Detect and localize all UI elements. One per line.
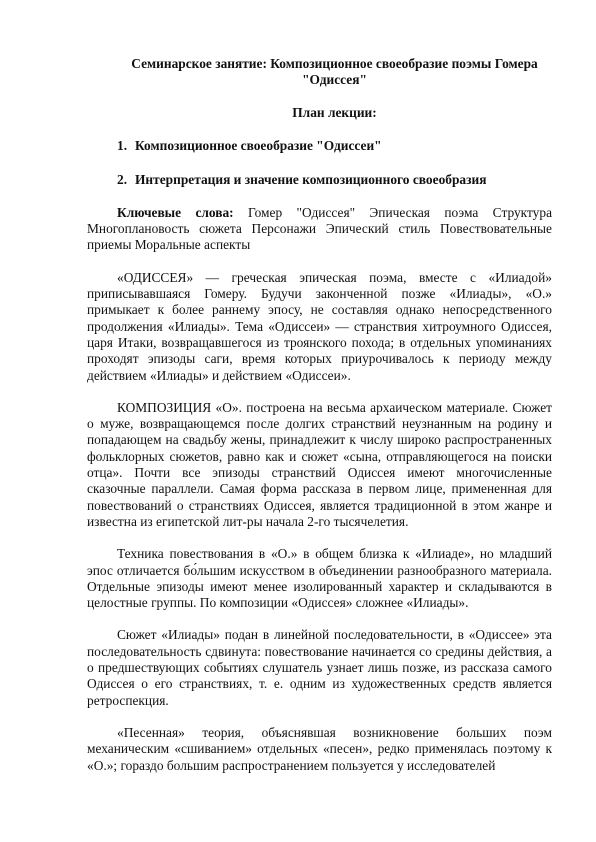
body-paragraph: КОМПОЗИЦИЯ «О». построена на весьма архаическом материале. Сюжет о муже, возвращающемся после долгих странствий неузнанным на родину и попадающем на свадьбу жены, принадлежит к числу широко распространенных фольклорных сюжетов, равно как и сюжет «сына, отправляющегося на поиски отца». Почти все эпизоды странствий Одиссея имеют многочисленные сказочные параллели. Самая форма рассказа в первом лице, примененная для повествований о странствиях Одиссея, является традиционной в этом жанре и известна из египетской лит-ры начала 2-го тысячелетия.: [87, 399, 552, 529]
plan-item-number: 1.: [117, 138, 128, 154]
keywords-text: Гомер "Одиссея" Эпическая поэма Структура Многоплановость сюжета Персонажи Эпический стиль Повествовательные приемы Моральные аспекты: [87, 204, 553, 253]
document-page: [87, 56, 552, 790]
body-paragraph: «Песенная» теория, объяснявшая возникновение больших поэм механическим «сшиванием» отдельных «песен», редко применялась поэтому к «О.»; гораздо большим распространением пользуется у исследователей: [87, 724, 552, 773]
plan-item-text: Композиционное своеобразие "Одиссеи": [135, 138, 382, 154]
plan-item-number: 2.: [117, 171, 128, 187]
body-paragraph: Сюжет «Илиады» подан в линейной последовательности, в «Одиссее» эта последовательность сдвинута: повествование начинается со средины действия, а о предшествующих событиях слушатель узнает лишь позже, из рассказа самого Одиссея о его странствиях, т. е. одним из художественных средств является ретроспекция.: [87, 627, 552, 708]
keywords-label: Ключевые слова:: [117, 204, 234, 220]
body-paragraph: «ОДИССЕЯ» — греческая эпическая поэма, вместе с «Илиадой» приписывавшаяся Гомеру. Будучи законченной позже «Илиады», «О.» примыкает к более раннему эпосу, не составляя однако непосредственного продолжения «Илиады». Тема «Одиссеи» — странствия хитроумного Одиссея, царя Итаки, возвращавшегося из троянского похода; в отдельных упоминаниях проходят эпизоды саги, время которых приурочивалось к периоду между действием «Илиады» и действием «Одиссеи».: [87, 269, 552, 383]
keywords-paragraph: [87, 205, 552, 254]
plan-item: [87, 172, 552, 188]
document-title: Семинарское занятие: Композиционное своеобразие поэмы Гомера "Одиссея": [131, 56, 538, 87]
plan-item-text: Интерпретация и значение композиционного своеобразия: [135, 171, 487, 187]
body-paragraph: Техника повествования в «О.» в общем близка к «Илиаде», но младший эпос отличается бо́льшим искусством в объединении разнообразного материала. Отдельные эпизоды имеют менее изолированный характер и складываются в целостные группы. По композиции «Одиссея» сложнее «Илиады».: [87, 546, 552, 611]
plan-list: [87, 138, 552, 188]
plan-title: План лекции:: [292, 105, 377, 120]
plan-item: [87, 138, 552, 154]
